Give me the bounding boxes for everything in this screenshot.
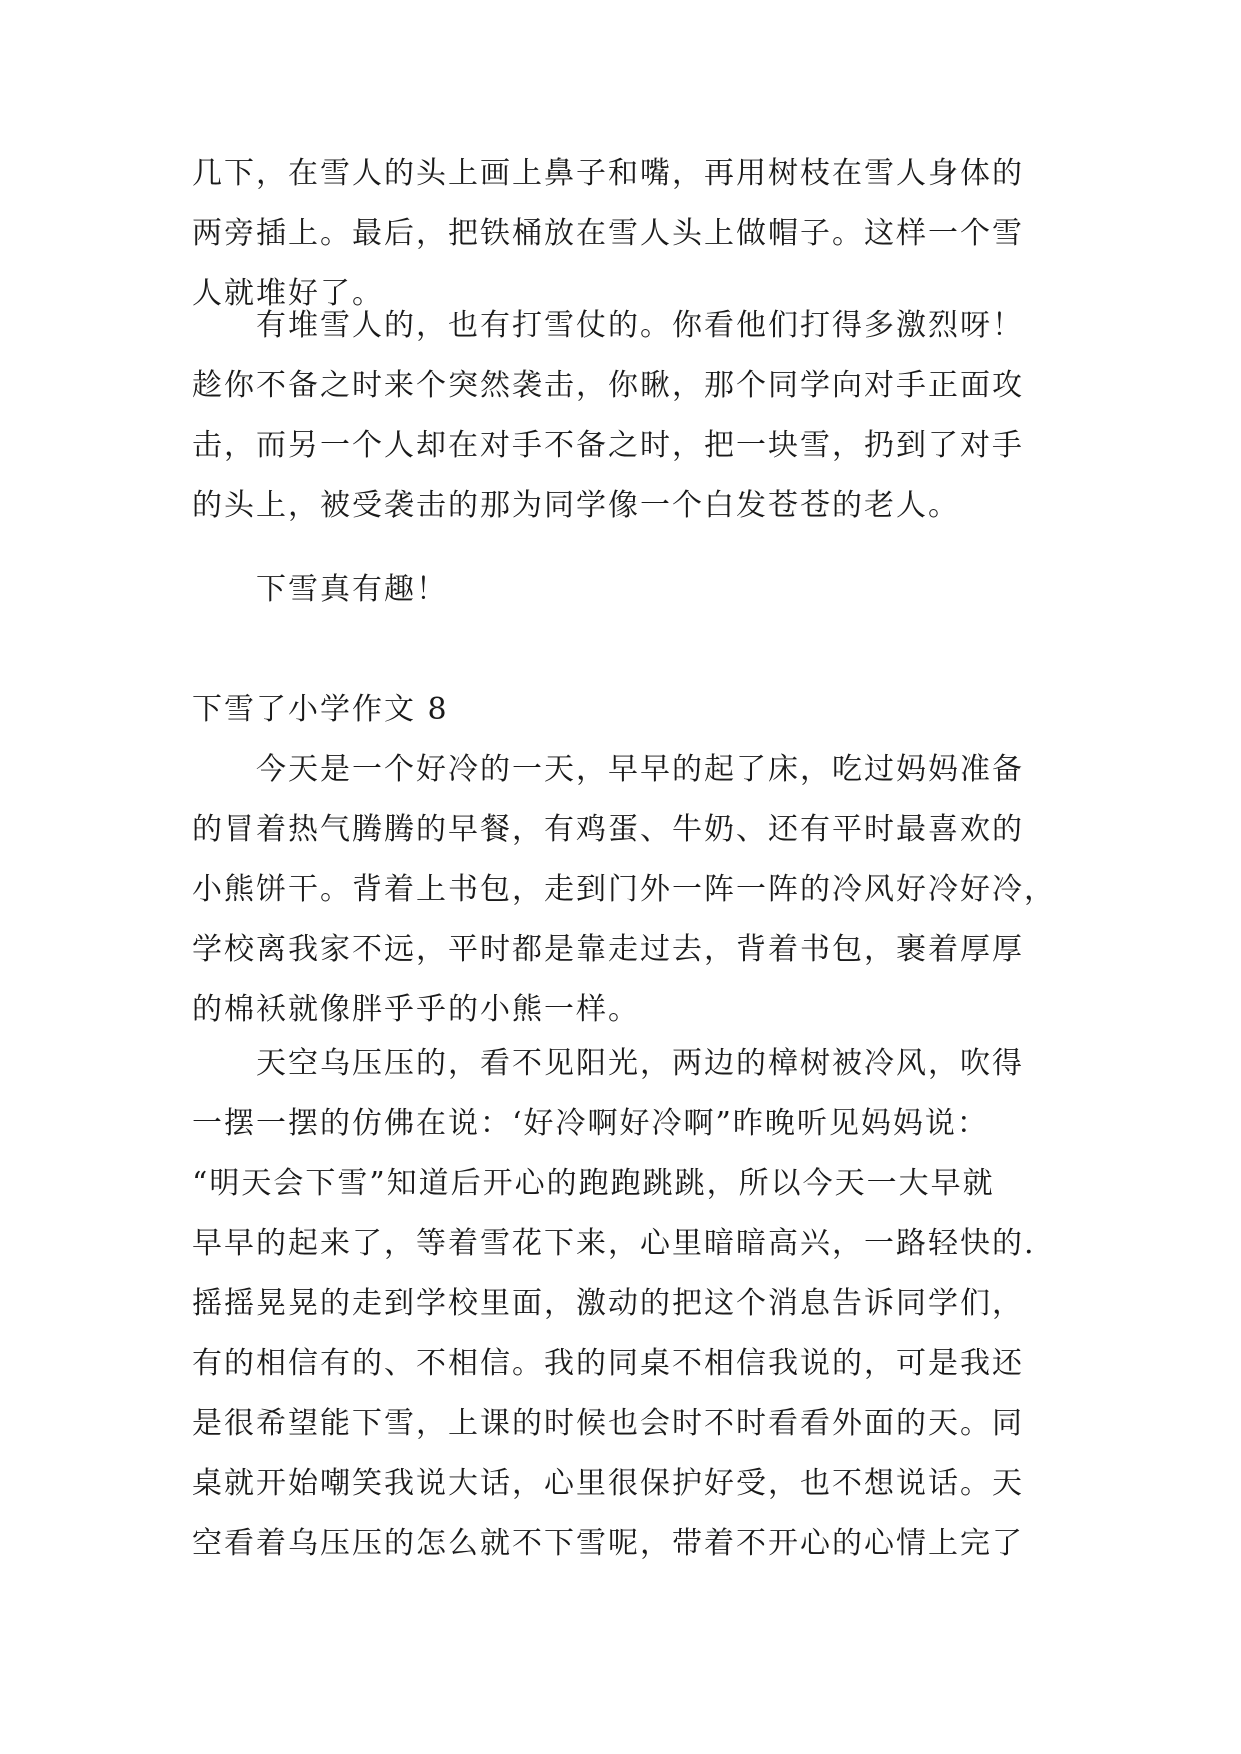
- paragraph-cold-morning: [192, 740, 1056, 1040]
- text-line: 有堆雪人的，也有打雪仗的。你看他们打得多激烈呀！: [256, 308, 1024, 343]
- text-line: 趁你不备之时来个突然袭击，你瞅，那个同学向对手正面攻: [192, 368, 1024, 403]
- text-line: 空看着乌压压的怎么就不下雪呢，带着不开心的心情上完了: [192, 1526, 1024, 1561]
- text-line: 几下，在雪人的头上画上鼻子和嘴，再用树枝在雪人身体的: [192, 156, 1024, 191]
- text-line: 下雪真有趣！: [256, 572, 448, 607]
- text-line: 的冒着热气腾腾的早餐，有鸡蛋、牛奶、还有平时最喜欢的: [192, 812, 1024, 847]
- text-line: 的头上，被受袭击的那为同学像一个白发苍苍的老人。: [192, 488, 960, 523]
- text-line: 人就堆好了。: [192, 276, 384, 311]
- paragraph-conclusion: [192, 560, 1052, 620]
- text-line: 小熊饼干。背着上书包，走到门外一阵一阵的冷风好冷好冷，: [192, 872, 1056, 907]
- text-line: 早早的起来了，等着雪花下来，心里暗暗高兴，一路轻快的.: [192, 1226, 1036, 1261]
- paragraph-snowball-fight: [192, 296, 1052, 536]
- essay-heading: 下雪了小学作文 8: [192, 692, 449, 727]
- paragraph-waiting-for-snow: [192, 1034, 1052, 1574]
- text-line: 有的相信有的、不相信。我的同桌不相信我说的，可是我还: [192, 1346, 1024, 1381]
- text-line: 一摆一摆的仿佛在说：‘好冷啊好冷啊”昨晚听见妈妈说：: [192, 1106, 989, 1141]
- text-line: 摇摇晃晃的走到学校里面，激动的把这个消息告诉同学们，: [192, 1286, 1024, 1321]
- text-line: 学校离我家不远，平时都是靠走过去，背着书包，裹着厚厚: [192, 932, 1024, 967]
- text-line: 两旁插上。最后，把铁桶放在雪人头上做帽子。这样一个雪: [192, 216, 1024, 251]
- text-line: “明天会下雪”知道后开心的跑跑跳跳，所以今天一大早就: [192, 1166, 995, 1201]
- text-line: 今天是一个好冷的一天，早早的起了床，吃过妈妈准备: [256, 752, 1024, 787]
- text-line: 击，而另一个人却在对手不备之时，把一块雪，扔到了对手: [192, 428, 1024, 463]
- text-line: 天空乌压压的，看不见阳光，两边的樟树被冷风，吹得: [256, 1046, 1024, 1081]
- text-line: 桌就开始嘲笑我说大话，心里很保护好受，也不想说话。天: [192, 1466, 1024, 1501]
- text-line: 是很希望能下雪，上课的时候也会时不时看看外面的天。同: [192, 1406, 1024, 1441]
- text-line: 的棉袄就像胖乎乎的小熊一样。: [192, 992, 640, 1027]
